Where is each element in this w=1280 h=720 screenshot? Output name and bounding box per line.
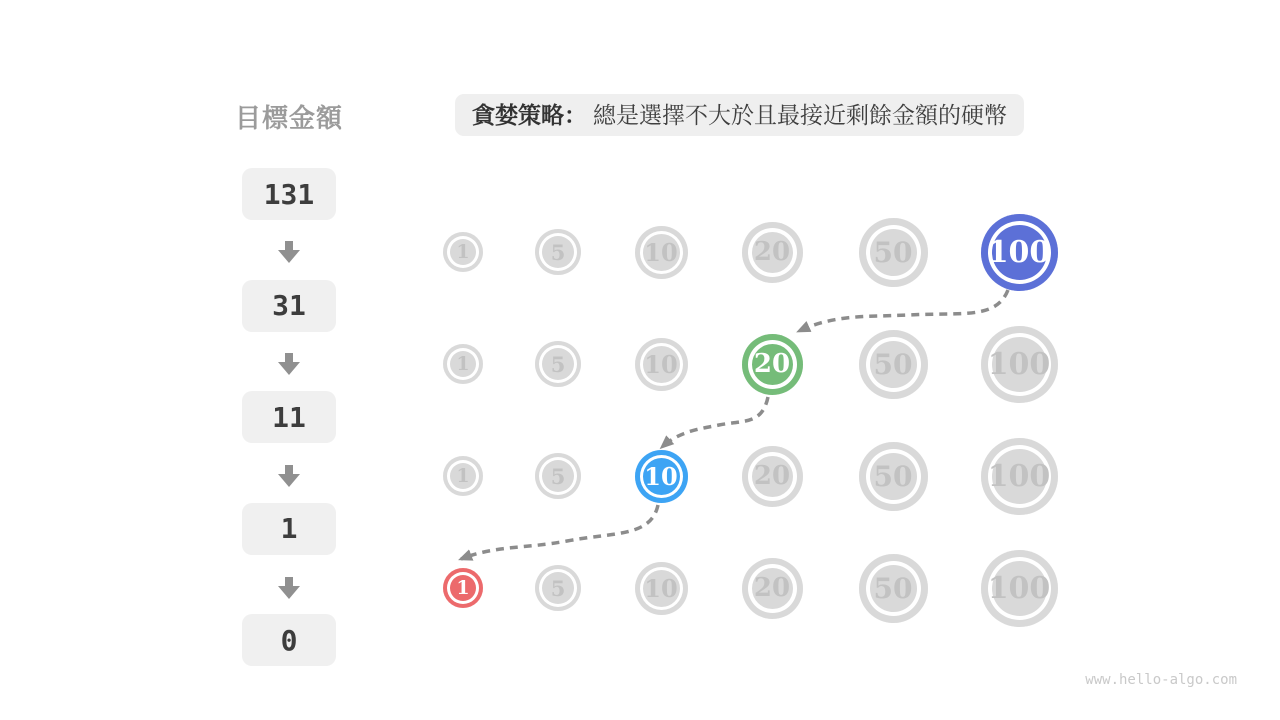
selection-arrow-10-to-1 <box>461 505 658 559</box>
coin-20: 20 <box>742 222 803 283</box>
coin-1: 1 <box>443 344 483 384</box>
coin-5: 5 <box>535 341 581 387</box>
amount-box-0: 0 <box>242 614 336 666</box>
amount-box-1: 1 <box>242 503 336 555</box>
selection-arrow-20-to-10 <box>662 397 768 447</box>
coin-100: 100 <box>981 438 1058 515</box>
coin-20: 20 <box>742 446 803 507</box>
coin-10: 10 <box>635 338 688 391</box>
coin-5: 5 <box>535 453 581 499</box>
coin-50: 50 <box>859 218 928 287</box>
selected-coin-20: 20 <box>742 334 803 395</box>
coin-100: 100 <box>981 550 1058 627</box>
down-arrow-icon <box>277 353 301 375</box>
strategy-banner <box>455 94 1024 136</box>
watermark: www.hello-algo.com <box>1085 672 1237 688</box>
down-arrow-icon <box>277 465 301 487</box>
amount-box-31: 31 <box>242 280 336 332</box>
coin-20: 20 <box>742 558 803 619</box>
coin-50: 50 <box>859 330 928 399</box>
coin-100: 100 <box>981 326 1058 403</box>
coin-1: 1 <box>443 232 483 272</box>
selected-coin-10: 10 <box>635 450 688 503</box>
down-arrow-icon <box>277 577 301 599</box>
coin-50: 50 <box>859 442 928 511</box>
coin-5: 5 <box>535 565 581 611</box>
selected-coin-1: 1 <box>443 568 483 608</box>
strategy-banner-title: 貪婪策略： <box>472 102 587 128</box>
coin-50: 50 <box>859 554 928 623</box>
coin-10: 10 <box>635 562 688 615</box>
strategy-banner-text: 總是選擇不大於且最接近剩餘金額的硬幣 <box>593 102 1007 128</box>
coin-5: 5 <box>535 229 581 275</box>
down-arrow-icon <box>277 241 301 263</box>
coin-10: 10 <box>635 226 688 279</box>
coin-1: 1 <box>443 456 483 496</box>
selected-coin-100: 100 <box>981 214 1058 291</box>
amount-box-131: 131 <box>242 168 336 220</box>
selection-arrow-100-to-20 <box>799 290 1008 331</box>
target-amount-label: 目標金額 <box>234 103 344 133</box>
amount-box-11: 11 <box>242 391 336 443</box>
